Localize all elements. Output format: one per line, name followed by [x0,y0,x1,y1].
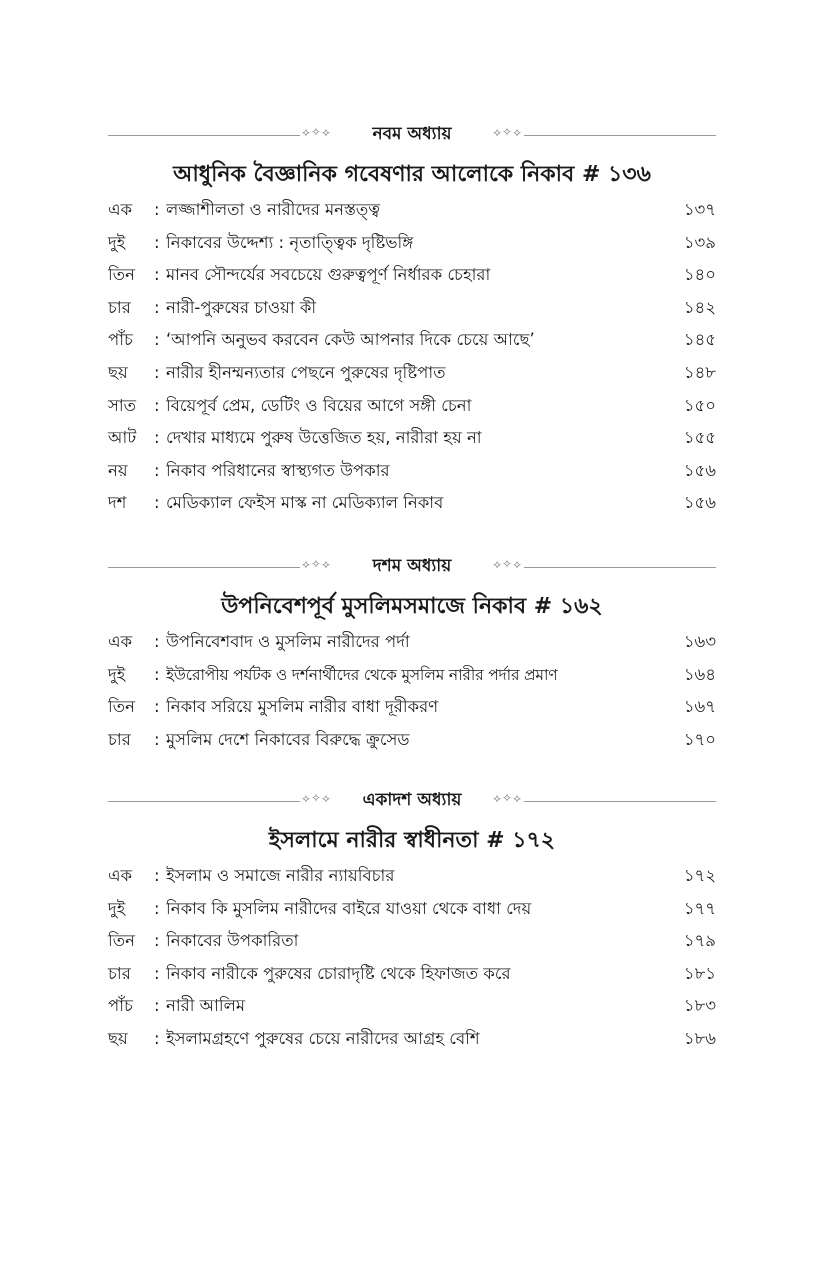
entry-title: বিয়েপূর্ব প্রেম, ডেটিং ও বিয়ের আগে সঙ্গী চেনা [166,395,472,415]
entry-colon: : [154,898,160,918]
entry-title: নিকাবের উদ্দেশ্য : নৃতাত্ত্বিক দৃষ্টিভঙ্গি [166,232,414,252]
entry-page: ১৭৯ [683,931,716,951]
ornament-right-icon: ⟡✧⟡ [493,125,522,139]
entry-title: ইউরোপীয় পর্যটক ও দর্শনার্থীদের থেকে মুসলিম নারীর পর্দার প্রমাণ [166,665,558,684]
entry-number: এক [108,200,133,219]
toc-entry[interactable] [108,659,716,692]
entry-colon: : [154,200,160,219]
divider-rule-left [108,135,300,136]
toc-entry[interactable] [108,487,716,520]
entry-colon: : [154,297,160,317]
entry-number: চার [108,963,131,983]
entry-colon: : [154,265,160,285]
entry-title: নারী আলিম [166,996,246,1016]
entry-page: ১৪৫ [683,330,716,350]
entry-title: ‘আপনি অনুভব করবেন কেউ আপনার দিকে চেয়ে আছে’ [166,330,535,350]
toc-entries [108,860,716,1056]
entry-number: দশ [108,493,127,513]
entry-number: পাঁচ [108,330,133,350]
toc-entry[interactable] [108,1023,716,1056]
entry-title: নিকাব সরিয়ে মুসলিম নারীর বাধা দূরীকরণ [166,697,439,717]
toc-entries [108,194,716,520]
toc-entries [108,626,716,756]
toc-entry[interactable] [108,390,716,423]
chapter-heading: একাদশ অধ্যায় [355,787,470,815]
toc-entry[interactable] [108,925,716,958]
chapter-section-11 [108,788,716,1056]
toc-entry[interactable] [108,958,716,991]
entry-title: মুসলিম দেশে নিকাবের বিরুদ্ধে ক্রুসেড [166,729,410,749]
toc-entry[interactable] [108,455,716,488]
entry-page: ১৮৬ [683,1028,716,1048]
divider-rule-right [524,801,716,802]
chapter-title: উপনিবেশপূর্ব মুসলিমসমাজে নিকাব # ১৬২ [221,594,603,619]
entry-number: ছয় [108,362,128,382]
entry-title: দেখার মাধ্যমে পুরুষ উত্তেজিত হয়, নারীরা হয় না [166,428,482,448]
entry-number: দুই [108,664,126,684]
entry-page: ১৭২ [683,866,716,885]
entry-page: ১৪২ [683,297,716,317]
entry-number: নয় [108,460,128,480]
chapter-section-10 [108,554,716,756]
toc-entry[interactable] [108,324,716,357]
entry-colon: : [154,963,160,983]
divider-rule-right [524,567,716,568]
toc-entry[interactable] [108,227,716,260]
ornament-left-icon: ⟡✧⟡ [302,125,331,139]
entry-colon: : [154,664,160,684]
entry-page: ১৪৮ [683,362,716,382]
ornament-right-icon: ⟡✧⟡ [493,791,522,805]
entry-page: ১৫৬ [683,493,716,513]
entry-number: তিন [108,697,135,717]
entry-number: এক [108,866,133,885]
toc-entry[interactable] [108,292,716,325]
toc-entry[interactable] [108,194,716,227]
entry-colon: : [154,460,160,480]
entry-number: দুই [108,898,126,918]
entry-title: উপনিবেশবাদ ও মুসলিম নারীদের পর্দা [166,632,410,651]
chapter-section-9 [108,122,716,520]
chapter-divider [108,122,716,148]
entry-title: নারী-পুরুষের চাওয়া কী [166,297,317,317]
entry-colon: : [154,866,160,885]
entry-colon: : [154,493,160,513]
entry-colon: : [154,330,160,350]
entry-title: ইসলাম ও সমাজে নারীর ন্যায়বিচার [166,866,395,885]
chapter-divider [108,554,716,580]
entry-title: নিকাব পরিধানের স্বাস্থ্যগত উপকার [166,460,390,480]
entry-colon: : [154,428,160,448]
entry-page: ১৬৭ [683,697,716,717]
entry-number: সাত [108,395,137,415]
entry-number: চার [108,297,131,317]
entry-colon: : [154,1028,160,1048]
entry-page: ১৮১ [683,963,716,983]
toc-entry[interactable] [108,860,716,893]
toc-entry[interactable] [108,422,716,455]
entry-page: ১৬৪ [683,664,716,684]
entry-page: ১৫০ [683,395,716,415]
entry-title: মেডিক্যাল ফেইস মাস্ক না মেডিক্যাল নিকাব [166,493,444,513]
entry-title: নিকাবের উপকারিতা [166,931,299,951]
toc-entry[interactable] [108,357,716,390]
entry-number: চার [108,729,131,749]
chapter-title: ইসলামে নারীর স্বাধীনতা # ১৭২ [268,828,556,853]
entry-title: নিকাব নারীকে পুরুষের চোরাদৃষ্টি থেকে হিফাজত করে [166,963,511,983]
entry-title: লজ্জাশীলতা ও নারীদের মনস্তত্ত্ব [166,200,381,219]
entry-page: ১৪০ [683,265,716,285]
divider-rule-left [108,567,300,568]
entry-number: আট [108,428,137,448]
chapter-heading: দশম অধ্যায় [365,553,459,581]
entry-colon: : [154,395,160,415]
entry-page: ১৭৭ [683,898,716,918]
toc-entry[interactable] [108,724,716,757]
entry-page: ১৮৩ [683,996,716,1016]
ornament-left-icon: ⟡✧⟡ [302,557,331,571]
toc-entry[interactable] [108,626,716,659]
entry-colon: : [154,729,160,749]
entry-number: এক [108,632,133,651]
entry-title: নিকাব কি মুসলিম নারীদের বাইরে যাওয়া থেকে বাধা দেয় [166,898,532,918]
entry-colon: : [154,632,160,651]
entry-colon: : [154,931,160,951]
entry-number: পাঁচ [108,996,133,1016]
entry-number: ছয় [108,1028,128,1048]
entry-page: ১৩৯ [683,232,716,252]
entry-title: ইসলামগ্রহণে পুরুষের চেয়ে নারীদের আগ্রহ বেশি [166,1028,480,1048]
entry-number: তিন [108,931,135,951]
divider-rule-right [524,135,716,136]
toc-entry[interactable] [108,259,716,292]
entry-number: দুই [108,232,126,252]
chapter-divider [108,788,716,814]
entry-number: তিন [108,265,135,285]
entry-colon: : [154,996,160,1016]
chapter-title: আধুনিক বৈজ্ঞানিক গবেষণার আলোকে নিকাব # ১৩৬ [173,162,651,187]
entry-title: নারীর হীনম্মন্যতার পেছনে পুরুষের দৃষ্টিপাত [166,362,446,382]
entry-title: মানব সৌন্দর্যের সবচেয়ে গুরুত্বপূর্ণ নির্ধারক চেহারা [166,265,491,285]
ornament-right-icon: ⟡✧⟡ [493,557,522,571]
entry-colon: : [154,232,160,252]
entry-colon: : [154,697,160,717]
toc-entry[interactable] [108,893,716,926]
entry-page: ১৫৬ [683,460,716,480]
entry-page: ১৩৭ [683,200,716,219]
entry-page: ১৬৩ [683,632,716,651]
toc-entry[interactable] [108,691,716,724]
entry-colon: : [154,362,160,382]
toc-entry[interactable] [108,990,716,1023]
divider-rule-left [108,801,300,802]
chapter-heading: নবম অধ্যায় [364,121,459,149]
entry-page: ১৭০ [683,729,716,749]
entry-page: ১৫৫ [683,428,716,448]
ornament-left-icon: ⟡✧⟡ [302,791,331,805]
